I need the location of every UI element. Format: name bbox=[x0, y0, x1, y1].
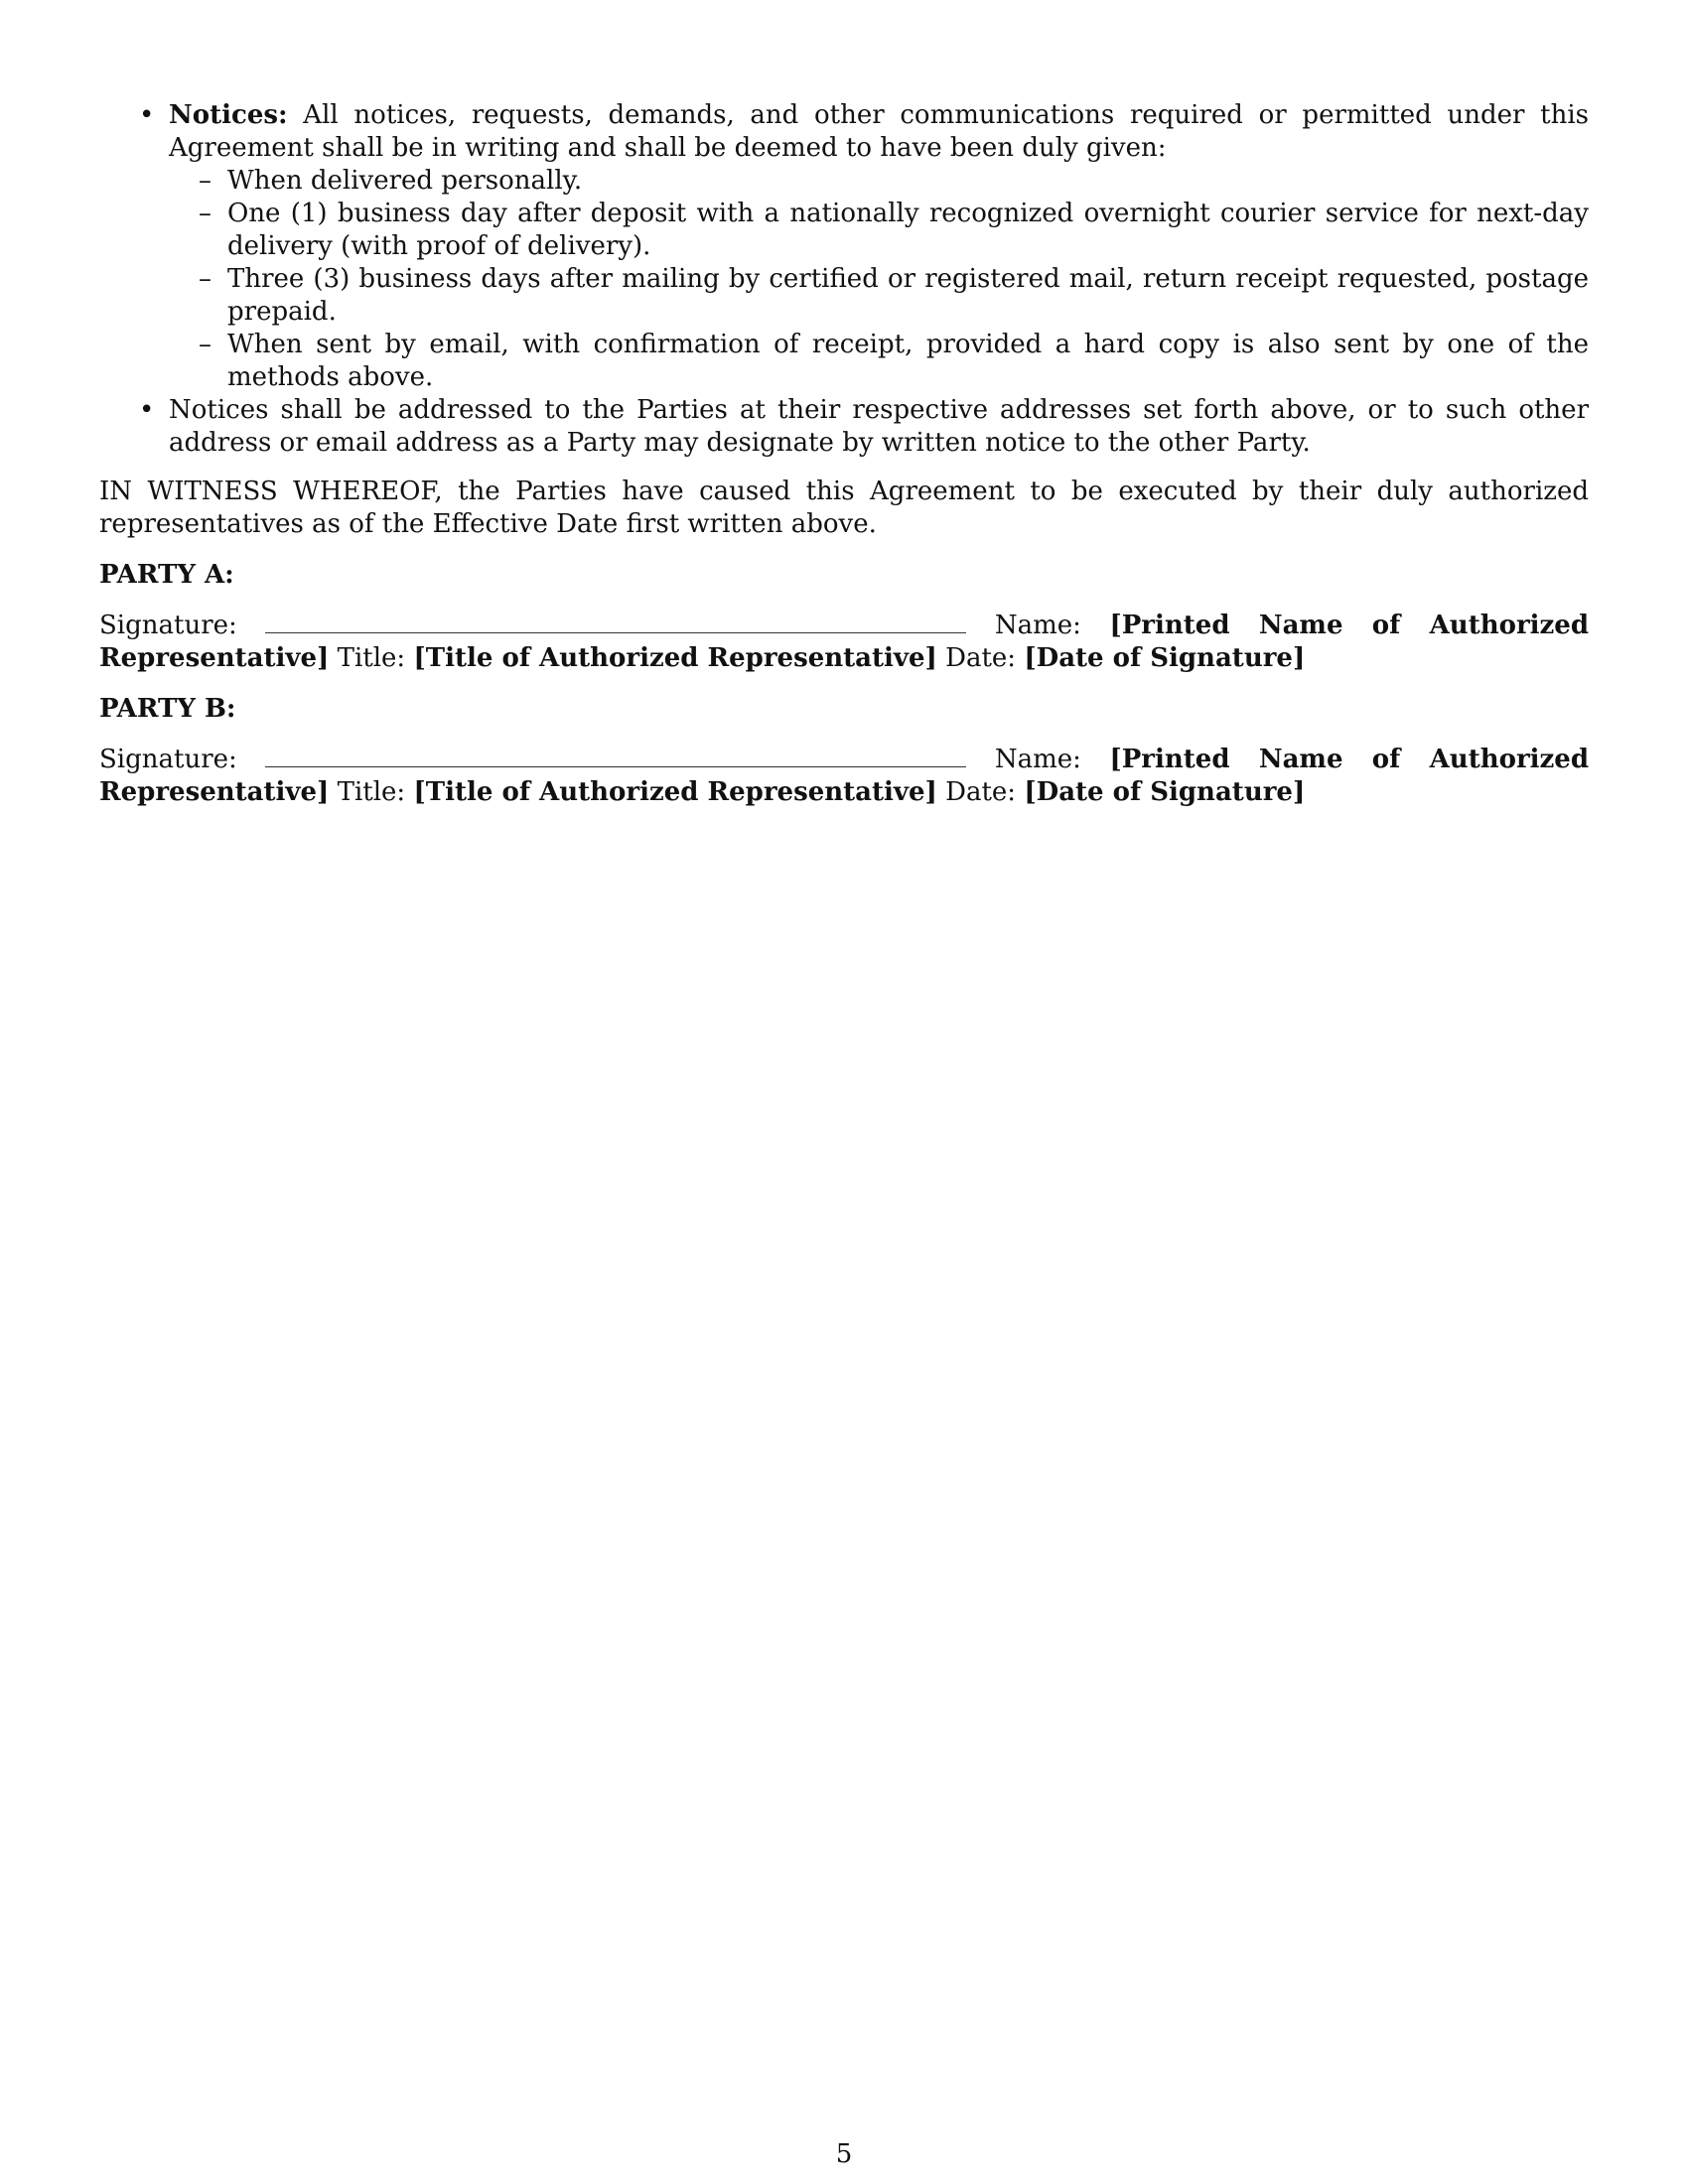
party-b-signature-block bbox=[99, 744, 1589, 809]
addressing-bullet bbox=[99, 394, 1589, 460]
signature-line[interactable] bbox=[265, 745, 966, 767]
date-value: [Date of Signature] bbox=[1024, 643, 1306, 673]
title-value: [Title of Authorized Representative] bbox=[413, 643, 937, 673]
dash-icon: – bbox=[199, 264, 211, 294]
title-label: Title: bbox=[337, 777, 406, 807]
delivery-method-item bbox=[169, 329, 1589, 394]
name-value: [Printed Name of Authorized Representative] bbox=[99, 611, 1590, 673]
party-a-heading: PARTY A: bbox=[99, 560, 234, 590]
title-label: Title: bbox=[337, 643, 406, 673]
dash-icon: – bbox=[199, 199, 211, 228]
delivery-method-text: Three (3) business days after mailing by certified or registered mail, return receipt requested, postage prepaid. bbox=[227, 264, 1589, 327]
dash-icon: – bbox=[199, 166, 211, 196]
document-page bbox=[99, 99, 1589, 809]
party-b-heading: PARTY B: bbox=[99, 694, 236, 724]
signature-label: Signature: bbox=[99, 745, 237, 774]
name-value: [Printed Name of Authorized Representative] bbox=[99, 745, 1590, 807]
notices-heading: Notices: bbox=[169, 100, 288, 130]
party-a-signature-block bbox=[99, 610, 1589, 675]
addressing-text: Notices shall be addressed to the Parties at their respective addresses set forth above, or to such other address or email address as a Party may designate by written notice to the other Party. bbox=[169, 395, 1589, 458]
name-label: Name: bbox=[994, 611, 1081, 640]
bullet-icon: • bbox=[139, 100, 155, 130]
delivery-method-item bbox=[169, 198, 1589, 263]
signature-label: Signature: bbox=[99, 611, 237, 640]
delivery-method-text: One (1) business day after deposit with a nationally recognized overnight courier service for next-day delivery (with proof of delivery). bbox=[227, 199, 1589, 261]
page-number: 5 bbox=[835, 2139, 853, 2169]
date-label: Date: bbox=[945, 777, 1017, 807]
witness-paragraph: IN WITNESS WHEREOF, the Parties have caused this Agreement to be executed by their duly authorized representatives as of the Effective Date first written above. bbox=[99, 477, 1589, 539]
date-label: Date: bbox=[945, 643, 1017, 673]
delivery-method-item bbox=[169, 165, 1589, 198]
delivery-methods-list bbox=[169, 165, 1589, 394]
title-value: [Title of Authorized Representative] bbox=[413, 777, 937, 807]
date-value: [Date of Signature] bbox=[1024, 777, 1306, 807]
notices-intro: All notices, requests, demands, and other communications required or permitted under this Agreement shall be in writing and shall be deemed to have been duly given: bbox=[169, 100, 1589, 163]
delivery-method-text: When sent by email, with confirmation of receipt, provided a hard copy is also sent by one of the methods above. bbox=[227, 330, 1589, 392]
signature-line[interactable] bbox=[265, 611, 966, 633]
name-label: Name: bbox=[994, 745, 1081, 774]
bullet-icon: • bbox=[139, 395, 155, 425]
dash-icon: – bbox=[199, 330, 211, 359]
delivery-method-text: When delivered personally. bbox=[227, 166, 583, 196]
delivery-method-item bbox=[169, 263, 1589, 329]
notices-bullet bbox=[99, 99, 1589, 394]
notices-list bbox=[99, 99, 1589, 460]
